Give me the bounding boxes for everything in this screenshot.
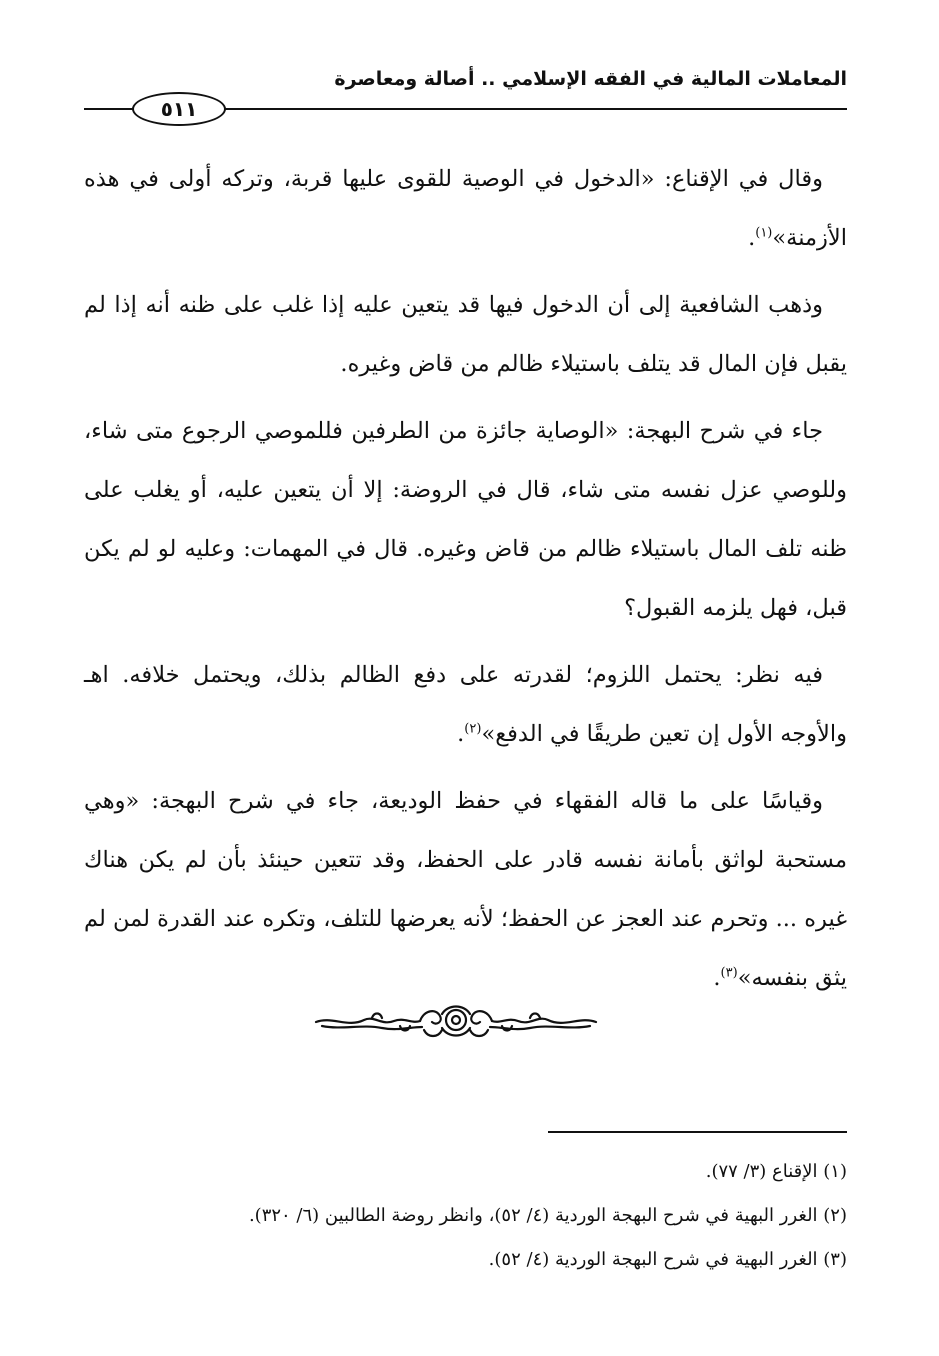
- paragraph: جاء في شرح البهجة: «الوصاية جائزة من الطرفين فللموصي الرجوع متى شاء، وللوصي عزل نفسه متى شاء، قال في الروضة: إلا أن يتعين عليه، أو يغلب على ظنه تلف المال باستيلاء ظالم من قاض وغيره. قال في المهمات: وعليه لو لم يكن قبل، فهل يلزمه القبول؟: [84, 418, 847, 621]
- footnote-item: (٣) الغرر البهية في شرح البهجة الوردية (٤/ ٥٢).: [488, 1249, 847, 1270]
- page-number: ٥١١: [132, 92, 226, 126]
- footnote-ref: (٢): [464, 721, 482, 737]
- running-title: المعاملات المالية في الفقه الإسلامي .. أصالة ومعاصرة: [334, 68, 847, 90]
- footnote-item: (٢) الغرر البهية في شرح البهجة الوردية (٤/ ٥٢)، وانظر روضة الطالبين (٦/ ٣٢٠).: [248, 1205, 847, 1226]
- body-text: [84, 150, 847, 1016]
- footnote-separator: [548, 1131, 847, 1133]
- footnotes: [84, 1150, 847, 1282]
- paragraph: وقال في الإقناع: «الدخول في الوصية للقوى عليها قربة، وتركه أولى في هذه الأزمنة»$^{(١)}$.: [84, 166, 847, 251]
- floral-divider-icon: [312, 1000, 600, 1042]
- footnote-item: (١) الإقناع (٣/ ٧٧).: [705, 1161, 847, 1182]
- paragraph: وقياسًا على ما قاله الفقهاء في حفظ الوديعة، جاء في شرح البهجة: «وهي مستحبة لواثق بأمانة نفسه قادر على الحفظ، وقد تتعين حينئذ بأن لم يكن هناك غيره ... وتحرم عند العجز عن الحفظ؛ لأنه يعرضها للتلف، وتكره عند القدرة لمن لم يثق بنفسه»$^{(٣)}$.: [83, 788, 847, 991]
- footnote-ref: (٣): [720, 965, 738, 981]
- paragraph: وذهب الشافعية إلى أن الدخول فيها قد يتعين عليه إذا غلب على ظنه أنه إذا لم يقبل فإن المال قد يتلف باستيلاء ظالم من قاض وغيره.: [84, 292, 847, 377]
- paragraph: فيه نظر: يحتمل اللزوم؛ لقدرته على دفع الظالم بذلك، ويحتمل خلافه. اهـ والأوجه الأول إن تعين طريقًا في الدفع»$^{(٢)}$.: [84, 662, 847, 747]
- footnote-ref: (١): [755, 225, 773, 241]
